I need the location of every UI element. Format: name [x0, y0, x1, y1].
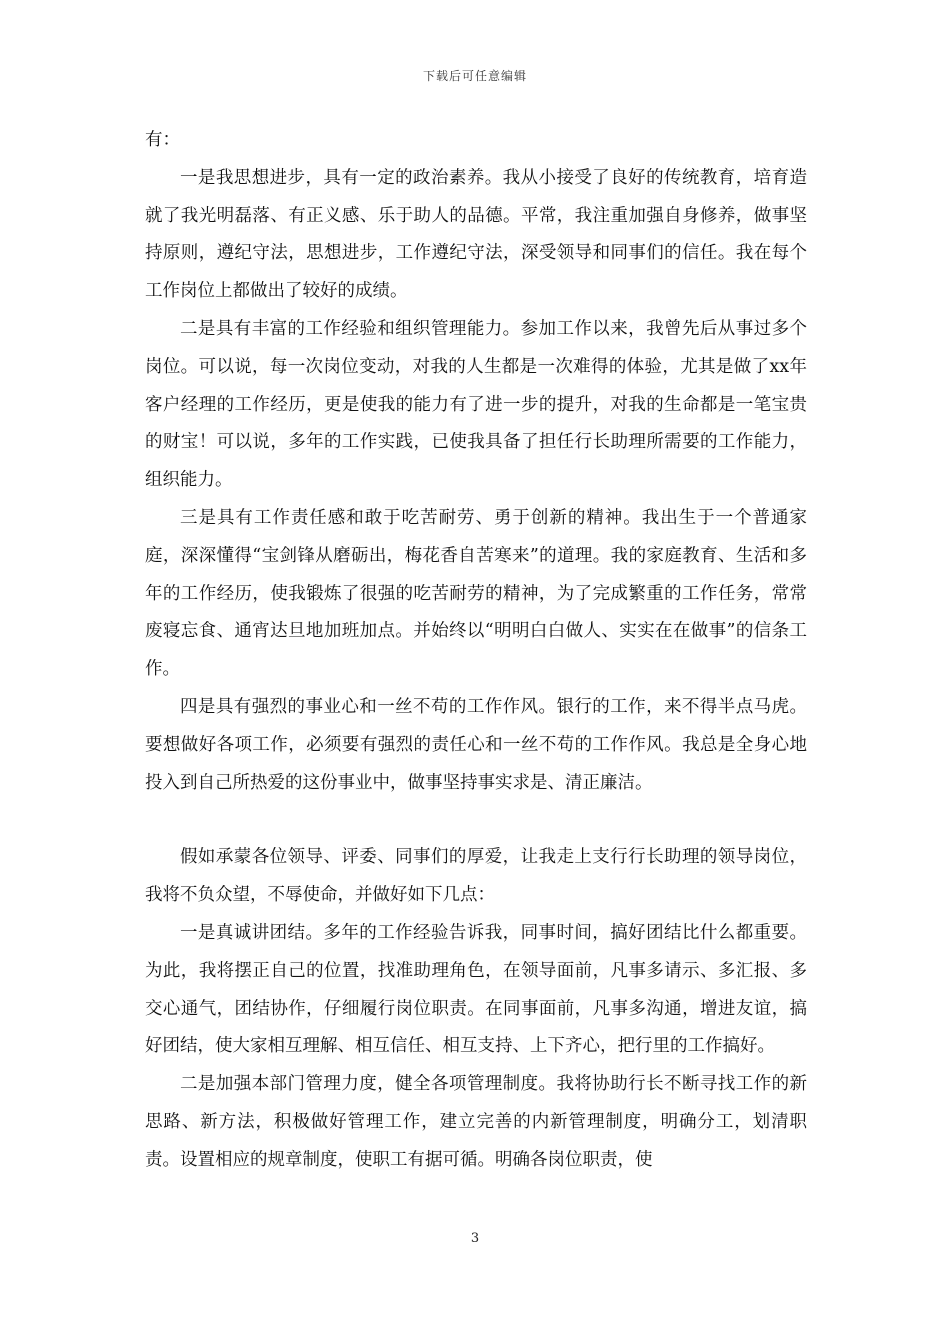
document-body: [145, 122, 807, 1180]
paragraph: 一是我思想进步，具有一定的政治素养。我从小接受了良好的传统教育，培育造就了我光明磊落、有正义感、乐于助人的品德。平常，我注重加强自身修养，做事坚持原则，遵纪守法，思想进步，工作遵纪守法，深受领导和同事们的信任。我在每个工作岗位上都做出了较好的成绩。: [145, 167, 807, 302]
paragraph: 二是具有丰富的工作经验和组织管理能力。参加工作以来，我曾先后从事过多个岗位。可以说，每一次岗位变动，对我的人生都是一次难得的体验，尤其是做了xx年客户经理的工作经历，更是使我的能力有了进一步的提升，对我的生命都是一笔宝贵的财宝！可以说，多年的工作实践，已使我具备了担任行长助理所需要的工作能力，组织能力。: [145, 318, 807, 491]
paragraph: 二是加强本部门管理力度，健全各项管理制度。我将协助行长不断寻找工作的新思路、新方法，积极做好管理工作，建立完善的内新管理制度，明确分工，划清职责。设置相应的规章制度，使职工有据可循。明确各岗位职责，使: [145, 1074, 807, 1170]
paragraph: 三是具有工作责任感和敢于吃苦耐劳、勇于创新的精神。我出生于一个普通家庭，深深懂得“宝剑锋从磨砺出，梅花香自苦寒来”的道理。我的家庭教育、生活和多年的工作经历，使我锻炼了很强的吃苦耐劳的精神，为了完成繁重的工作任务，常常废寝忘食、通宵达旦地加班加点。并始终以“明明白白做人、实实在在做事”的信条工作。: [145, 507, 807, 680]
paragraph: 四是具有强烈的事业心和一丝不苟的工作作风。银行的工作，来不得半点马虎。要想做好各项工作，必须要有强烈的责任心和一丝不苟的工作作风。我总是全身心地投入到自己所热爱的这份事业中，做事坚持事实求是、清正廉洁。: [145, 696, 807, 793]
paragraph: 有：: [145, 130, 180, 150]
paragraph: 一是真诚讲团结。多年的工作经验告诉我，同事时间，搞好团结比什么都重要。为此，我将摆正自己的位置，找准助理角色，在领导面前，凡事多请示、多汇报、多交心通气，团结协作，仔细履行岗位职责。在同事面前，凡事多沟通，增进友谊，搞好团结，使大家相互理解、相互信任、相互支持、上下齐心，把行里的工作搞好。: [145, 922, 807, 1057]
page-number: 3: [470, 1231, 480, 1246]
page-header: 下载后可任意编辑: [422, 69, 527, 83]
paragraph: 假如承蒙各位领导、评委、同事们的厚爱，让我走上支行行长助理的领导岗位，我将不负众望，不辱使命，并做好如下几点：: [145, 847, 807, 906]
